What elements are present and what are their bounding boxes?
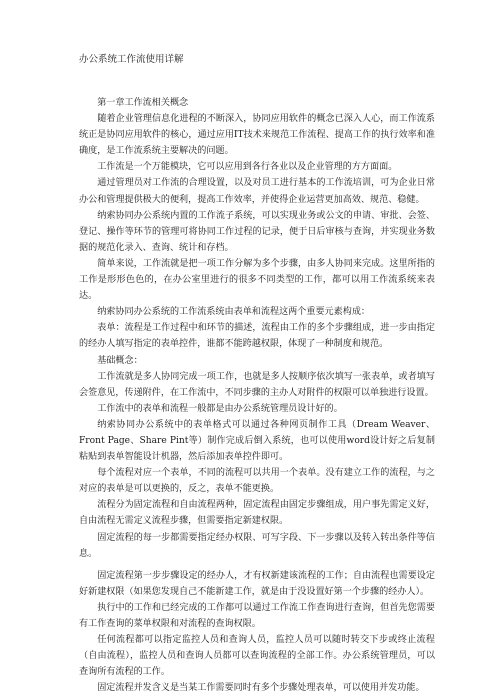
paragraph: 流程分为固定流程和自由流程两种，固定流程由固定步骤组成，用户事先需定义好，自由流程无需定义流程步骤，但需要指定新建权限。: [79, 500, 435, 527]
paragraph: 工作流中的表单和流程一般都是由办公系统管理员设计好的。: [97, 403, 343, 414]
paragraph: 执行中的工作和已经完成的工作都可以通过工作流工作查询进行查询，但首先您需要有工作查询的菜单权限和对流程的查询权限。: [79, 602, 435, 629]
paragraph: 固定流程第一步步骤设定的经办人，才有权新建该流程的工作；自由流程也需要设定好新建权限（如果您发现自己不能新建工作，就是由于没设置好第一个步骤的经办人）。: [79, 570, 435, 597]
paragraph: 任何流程都可以指定监控人员和查询人员，监控人员可以随时转交下步或终止流程（自由流程），监控人员和查询人员都可以查询流程的全部工作。办公系统管理员，可以查询所有流程的工作。: [79, 635, 435, 678]
chapter-heading: 第一章工作流相关概念: [97, 98, 189, 108]
document-title: 办公系统工作流使用详解: [79, 54, 184, 65]
paragraph: 纳索协同办公系统中的表单格式可以通过各种网页制作工具（Dream Weaver、Front Page、Share Pint等）制作完成后倒入系统，也可以使用word设计好之后复制粘贴到表单智能设计机器，然后添加表单控件即可。: [79, 419, 435, 463]
paragraph: 随着企业管理信息化进程的不断深入，协同应用软件的概念已深入人心，而工作流系统正是协同应用软件的核心，通过应用IT技术来规范工作流程、提高工作的执行效率和准确度，是工作流系统主要解决的问题。: [79, 114, 435, 157]
paragraph: 简单来说，工作流就是把一项工作分解为多个步骤，由多人协同来完成。这里所指的工作是形形色色的，在办公室里进行的很多不同类型的工作，都可以用工作流系统来表达。: [79, 258, 435, 302]
document-body: [79, 95, 435, 696]
section-heading: 基础概念：: [97, 355, 143, 366]
paragraph: 表单：流程是工作过程中和环节的描述，流程由工作的多个步骤组成，进一步由指定的经办人填写指定的表单控件，谁都不能跨越权限，体现了一种制度和规范。: [79, 323, 435, 350]
paragraph: 通过管理员对工作流的合理设置，以及对员工进行基本的工作流培训，可为企业日常办公和管理提供极大的便利，提高工作效率，并使得企业运营更加高效、规范、稳健。: [79, 178, 435, 205]
paragraph: 纳索协同办公系统内置的工作流子系统，可以实现业务或公文的申请、审批、会签、登记、操作等环节的管理可将协同工作过程的记录，便于日后审核与查询，并实现业务数据的规范化录入、查询、统计和存档。: [79, 210, 435, 253]
paragraph: 每个流程对应一个表单，不同的流程可以共用一个表单。没有建立工作的流程，与之对应的表单是可以更换的，反之，表单不能更换。: [79, 468, 435, 495]
paragraph: 固定流程的每一步都需要指定经办权限、可写字段、下一步骤以及转入转出条件等信息。: [79, 532, 435, 559]
paragraph: 工作流是一个万能模块，它可以应用到各行各业以及企业管理的方方面面。: [97, 162, 398, 173]
paragraph: 固定流程并发含义是当某工作需要同时有多个步骤处理表单，可以使用并发功能。: [97, 683, 425, 694]
paragraph: 工作流就是多人协同完成一项工作，也就是多人按顺序依次填写一张表单，或者填写会签意见，传递附件，在工作流中，不同步骤的主办人对附件的权限可以单独进行设置。: [79, 371, 435, 398]
paragraph: 纳索协同办公系统的工作流系统由表单和流程这两个重要元素构成：: [97, 307, 371, 318]
